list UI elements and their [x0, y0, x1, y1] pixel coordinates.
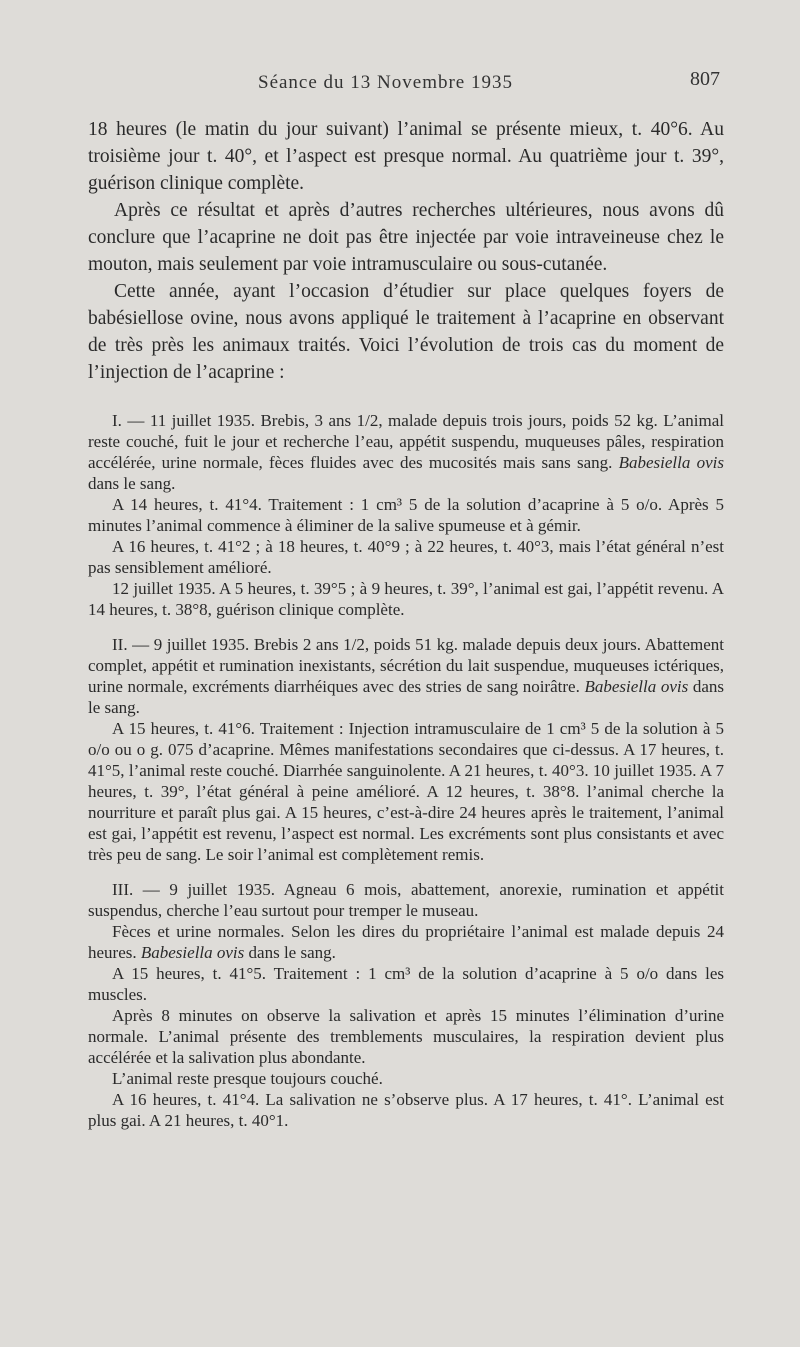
page-body: [88, 116, 724, 1131]
case-3-species: Babesiella ovis: [140, 943, 245, 962]
case-3-history-end: dans le sang.: [248, 943, 336, 962]
paragraph-3: Cette année, ayant l’occasion d’étudier sur place quelques foyers de babésiellose ovine, nous avons appliqué le traitement à l’acaprine en observant de très près les animaux traités. Voici l’évolution de trois cas du moment de l’injection de l’acaprine :: [88, 281, 724, 383]
page-number: 807: [690, 68, 720, 90]
case-3-reaction: Après 8 minutes on observe la salivation et après 15 minutes l’élimination d’urine normale. L’animal présente des tremblements musculaires, la respiration devient plus accélérée et la salivation plus abondante.: [88, 1006, 724, 1067]
case-2-intro: [88, 634, 724, 718]
paragraph-2: Après ce résultat et après d’autres recherches ultérieures, nous avons dû conclure que l’acaprine ne doit pas être injectée par voie intraveineuse chez le mouton, mais seulement par voie intramusculaire ou sous-cutanée.: [88, 200, 724, 275]
case-3-history-text: Fèces et urine normales. Selon les dires du propriétaire l’animal est malade depuis 24 heures.: [88, 922, 724, 962]
case-3-posture: L’animal reste presque toujours couché.: [112, 1069, 383, 1088]
case-3-history: [88, 921, 724, 963]
page-header: [0, 64, 800, 94]
case-1-intro-end: dans le sang.: [88, 474, 176, 493]
case-1-species: Babesiella ovis: [618, 453, 724, 472]
case-2-treatment: A 15 heures, t. 41°6. Traitement : Injection intramusculaire de 1 cm³ 5 de la solution à 5 o/o ou o g. 075 d’acaprine. Mêmes manifestations secondaires que ci-dessus. A 17 heures, t. 41°5, l’animal reste couché. Diarrhée sanguinolente. A 21 heures, t. 40°3. 10 juillet 1935. A 7 heures, t. 39°, l’état général à peine amélioré. A 12 heures, t. 38°8. l’animal cherche la nourriture et paraît plus gai. A 15 heures, c’est-à-dire 24 heures après le traitement, l’animal est gai, l’appétit est revenu, l’aspect est normal. Les excréments sont plus consistants et avec très peu de sang. Le soir l’animal est complètement remis.: [88, 719, 724, 864]
case-2-species: Babesiella ovis: [584, 677, 689, 696]
case-1-intro: [88, 410, 724, 494]
paragraph-1: 18 heures (le matin du jour suivant) l’animal se présente mieux, t. 40°6. Au troisième jour t. 40°, et l’aspect est presque normal. Au quatrième jour t. 39°, guérison clinique complète.: [88, 119, 724, 194]
case-1-outcome: 12 juillet 1935. A 5 heures, t. 39°5 ; à 9 heures, t. 39°, l’animal est gai, l’appétit revenu. A 14 heures, t. 38°8, guérison clinique complète.: [88, 579, 724, 619]
running-head: Séance du 13 Novembre 1935: [258, 72, 513, 93]
case-3-treatment: A 15 heures, t. 41°5. Traitement : 1 cm³ de la solution d’acaprine à 5 o/o dans les muscles.: [88, 964, 724, 1004]
case-1-evolution: A 16 heures, t. 41°2 ; à 18 heures, t. 40°9 ; à 22 heures, t. 40°3, mais l’état général n’est pas sensiblement amélioré.: [88, 537, 724, 577]
case-1-treatment: A 14 heures, t. 41°4. Traitement : 1 cm³ 5 de la solution d’acaprine à 5 o/o. Après 5 minutes l’animal commence à éliminer de la salive spumeuse et à gémir.: [88, 495, 724, 535]
case-reports: [88, 410, 724, 1131]
case-3-outcome: A 16 heures, t. 41°4. La salivation ne s’observe plus. A 17 heures, t. 41°. L’animal est plus gai. A 21 heures, t. 40°1.: [88, 1090, 724, 1130]
case-2-intro-end: dans le sang.: [88, 677, 725, 717]
case-3-intro: III. — 9 juillet 1935. Agneau 6 mois, abattement, anorexie, rumination et appétit suspendus, cherche l’eau surtout pour tremper le museau.: [88, 880, 724, 920]
case-2-intro-text: II. — 9 juillet 1935. Brebis 2 ans 1/2, poids 51 kg. malade depuis deux jours. Abattement complet, appétit et rumination inexistants, sécrétion du lait suspendue, muqueuses ictériques, urine normale, excréments diarrhéiques avec des stries de sang noirâtre.: [88, 635, 724, 696]
case-1-intro-text: I. — 11 juillet 1935. Brebis, 3 ans 1/2, malade depuis trois jours, poids 52 kg. L’animal reste couché, fuit le jour et recherche l’eau, appétit suspendu, muqueuses pâles, respiration accélérée, urine normale, fèces fluides avec des mucosités mais sans sang.: [88, 411, 724, 472]
